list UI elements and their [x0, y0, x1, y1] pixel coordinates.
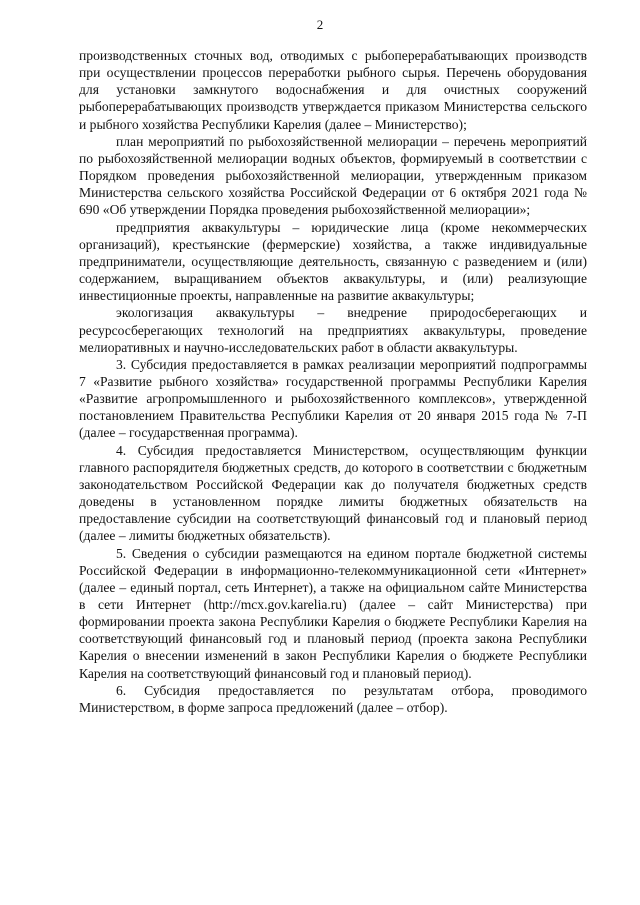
document-body — [79, 47, 587, 716]
paragraph-item-6: 6. Субсидия предоставляется по результатам отбора, проводимого Министерством, в форме запроса предложений (далее – отбор). — [79, 682, 587, 715]
page-number: 2 — [316, 17, 324, 32]
paragraph-item-4: 4. Субсидия предоставляется Министерством, осуществляющим функции главного распорядителя бюджетных средств, до которого в соответствии с бюджетным законодательством Российской Федерации как до получателя бюджетных средств доведены в установленном порядке лимиты бюджетных обязательств на предоставление субсидии на соответствующий финансовый год и плановый период (далее – лимиты бюджетных обязательств). — [79, 442, 587, 544]
paragraph-definition-aquaculture-enterprises: предприятия аквакультуры – юридические лица (кроме некоммерческих организаций), крестьянские (фермерские) хозяйства, а также индивидуальные предприниматели, осуществляющие деятельность, связанную с разведением и (или) содержанием, выращиванием объектов аквакультуры, и (или) реализующие инвестиционные проекты, направленные на развитие аквакультуры; — [79, 219, 587, 304]
paragraph-definition-wastewater: производственных сточных вод, отводимых с рыбоперерабатывающих производств при осуществлении процессов переработки рыбного сырья. Перечень оборудования для установки замкнутого водоснабжения и для очистных сооружений рыбоперерабатывающих производств утверждается приказом Министерства сельского и рыбного хозяйства Республики Карелия (далее – Министерство); — [79, 48, 587, 132]
paragraph-item-5: 5. Сведения о субсидии размещаются на едином портале бюджетной системы Российской Федерации в информационно-телекоммуникационной сети «Интернет» (далее – единый портал, сеть Интернет), а также на официальном сайте Министерства в сети Интернет (http://mcx.gov.karelia.ru) (далее – сайт Министерства) при формировании проекта закона Республики Карелия о бюджете Республики Карелия на соответствующий финансовый год и плановый период (проекта закона Республики Карелия о внесении изменений в закон Республики Карелия о бюджете Республики Карелия на соответствующий финансовый год и плановый период). — [79, 545, 587, 681]
paragraph-definition-melioration-plan: план мероприятий по рыбохозяйственной мелиорации – перечень мероприятий по рыбохозяйственной мелиорации водных объектов, формируемый в соответствии с Порядком проведения рыбохозяйственной мелиорации, утвержденным приказом Министерства сельского хозяйства Российской Федерации от 6 октября 2021 года № 690 «Об утверждении Порядка проведения рыбохозяйственной мелиорации»; — [79, 133, 587, 218]
paragraph-item-3: 3. Субсидия предоставляется в рамках реализации мероприятий подпрограммы 7 «Развитие рыбного хозяйства» государственной программы Республики Карелия «Развитие агропромышленного и рыбохозяйственного комплексов», утвержденной постановлением Правительства Республики Карелия от 20 января 2015 года № 7-П (далее – государственная программа). — [79, 356, 587, 441]
paragraph-definition-greening: экологизация аквакультуры – внедрение природосберегающих и ресурсосберегающих технологий на предприятиях аквакультуры, проведение мелиоративных и научно-исследовательских работ в области аквакультуры. — [79, 305, 587, 355]
